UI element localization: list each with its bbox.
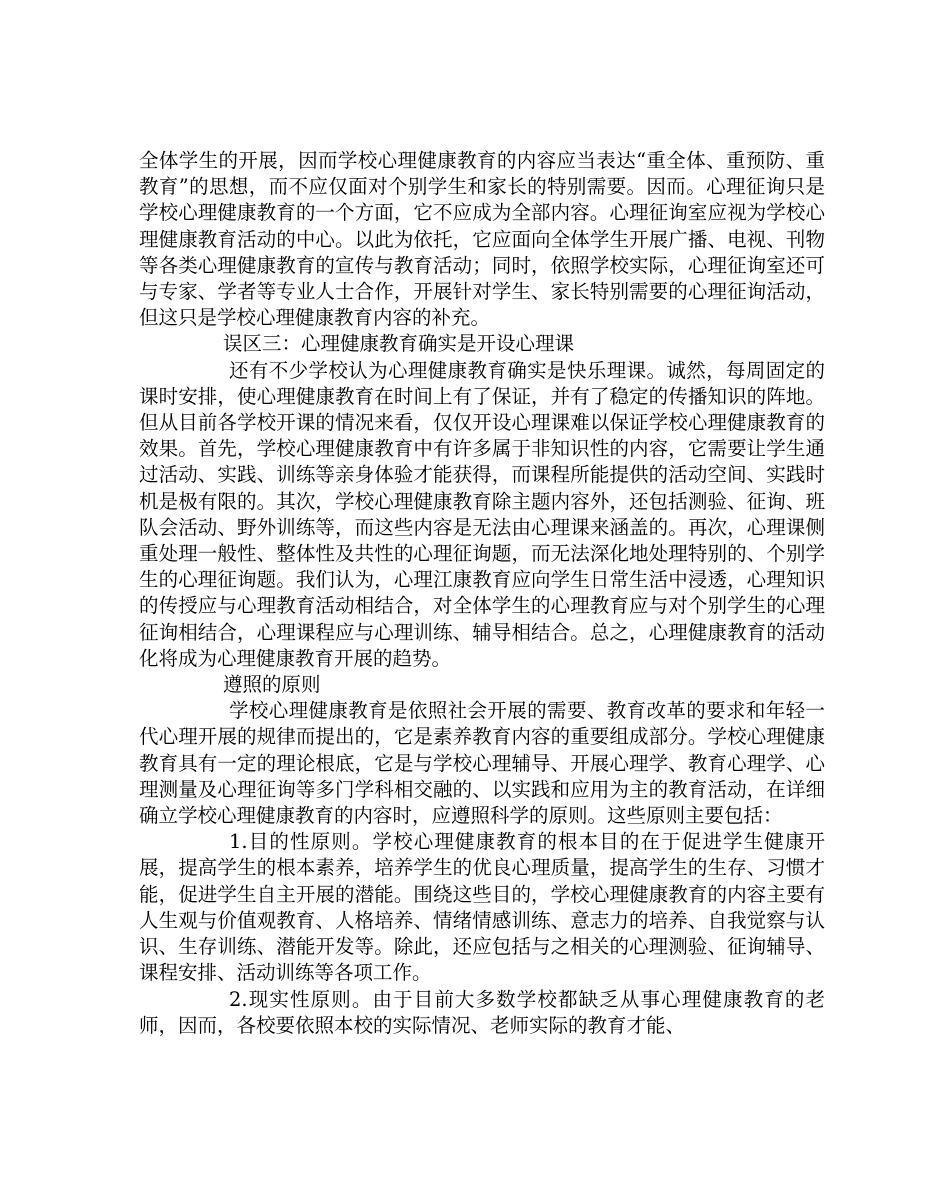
paragraph-principle-reality: 2.现实性原则。由于目前大多数学校都缺乏从事心理健康教育的老师，因而，各校要依照本校的实际情况、老师实际的教育才能、 xyxy=(139,987,825,1037)
paragraph-continuation: 全体学生的开展，因而学校心理健康教育的内容应当表达“重全体、重预防、重教育”的思想，而不应仅面对个别学生和家长的特别需要。因而。心理征询只是学校心理健康教育的一个方面，它不应成为全部内容。心理征询室应视为学校心理健康教育活动的中心。以此为依托，它应面向全体学生开展广播、电视、刊物等各类心理健康教育的宣传与教育活动；同时，依照学校实际，心理征询室还可与专家、学者等专业人士合作，开展针对学生、家长特别需要的心理征询活动，但这只是学校心理健康教育内容的补充。 xyxy=(139,149,825,330)
document-body xyxy=(139,148,825,1039)
section-heading-principles: 遵照的原则 xyxy=(223,673,321,697)
paragraph-principles-intro: 学校心理健康教育是依照社会开展的需要、教育改革的要求和年轻一代心理开展的规律而提出的，它是素养教育内容的重要组成部分。学校心理健康教育具有一定的理论根底，它是与学校心理辅导、开展心理学、教育心理学、心理测量及心理征询等多门学科相交融的、以实践和应用为主的教育活动，在详细确立学校心理健康教育的内容时，应遵照科学的原则。这些原则主要包括： xyxy=(139,699,825,828)
section-heading-misconception-three: 误区三：心理健康教育确实是开设心理课 xyxy=(223,332,575,356)
paragraph-principle-purpose: 1.目的性原则。学校心理健康教育的根本目的在于促进学生健康开展，提高学生的根本素养，培养学生的优良心理质量，提高学生的生存、习惯才能，促进学生自主开展的潜能。围绕这些目的，学校心理健康教育的内容主要有人生观与价值观教育、人格培养、情绪情感训练、意志力的培养、自我觉察与认识、生存训练、潜能开发等。除此，还应包括与之相关的心理测验、征询辅导、课程安排、活动训练等各项工作。 xyxy=(139,830,825,985)
paragraph-psychology-class: 还有不少学校认为心理健康教育确实是快乐理课。诚然，每周固定的课时安排，使心理健康教育在时间上有了保证，并有了稳定的传播知识的阵地。但从目前各学校开课的情况来看，仅仅开设心理课难以保证学校心理健康教育的效果。首先，学校心理健康教育中有许多属于非知识性的内容，它需要让学生通过活动、实践、训练等亲身体验才能获得，而课程所能提供的活动空间、实践时机是极有限的。其次，学校心理健康教育除主题内容外，还包括测验、征询、班队会活动、野外训练等，而这些内容是无法由心理课来涵盖的。再次，心理课侧重处理一般性、整体性及共性的心理征询题，而无法深化地处理特别的、个别学生的心理征询题。我们认为，心理江康教育应向学生日常生活中浸透，心理知识的传授应与心理教育活动相结合，对全体学生的心理教育应与对个别学生的心理征询相结合，心理课程应与心理训练、辅导相结合。总之，心理健康教育的活动化将成为心理健康教育开展的趋势。 xyxy=(139,358,825,670)
